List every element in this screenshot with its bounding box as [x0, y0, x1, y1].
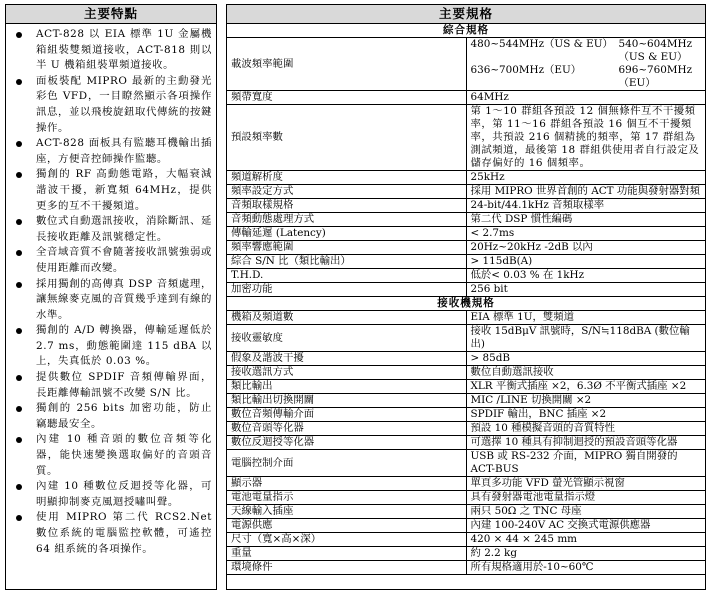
- feature-item: ACT-828 面板具有監聽耳機輸出插座，方便音控師操作監聽。: [10, 136, 212, 167]
- table-row: [227, 505, 705, 519]
- table-row: [227, 394, 705, 408]
- spec-value: 接收 15dBμV 訊號時，S/N≒118dBA (數位輸出): [466, 325, 705, 352]
- spec-label: 電源供應: [227, 519, 466, 533]
- spec-label: 接收選訊方式: [227, 366, 466, 380]
- features-list: [6, 24, 216, 557]
- spec-value: 24-bit/44.1kHz 音頻取樣率: [466, 199, 705, 213]
- spec-value: 具有發射器電池電量指示燈: [466, 491, 705, 505]
- feature-item: 面板裝配 MIPRO 最新的主動發光彩色 VFD，一目瞭然顯示各項操作訊息，並以飛梭旋鈕取代傳統的按鍵操作。: [10, 74, 212, 136]
- table-row: [227, 171, 705, 185]
- spec-label: T.H.D.: [227, 269, 466, 283]
- spec-value: 數位自動選訊接收: [466, 366, 705, 380]
- spec-value: 可選擇 10 種具有抑制迴授的預設音頭等化器: [466, 436, 705, 450]
- table-row: [227, 519, 705, 533]
- feature-item: 全音域音質不會隨著接收訊號強弱或使用距離而改變。: [10, 245, 212, 276]
- spec-label: 環境條件: [227, 561, 466, 575]
- receiver-specs-heading: 接收機規格: [227, 297, 705, 311]
- spec-label: 天線輸入插座: [227, 505, 466, 519]
- freq-range-a: 480~544MHz（US & EU）: [470, 38, 613, 50]
- feature-item: 內建 10 種數位反迴授等化器，可明顯抑制麥克風迴授嘯叫聲。: [10, 479, 212, 510]
- bullet-icon: [16, 141, 22, 147]
- spec-value: 256 bit: [466, 283, 705, 297]
- spec-value: 兩只 50Ω 之 TNC 母座: [466, 505, 705, 519]
- spec-label: 電池電量指示: [227, 491, 466, 505]
- bullet-icon: [16, 328, 22, 334]
- specs-table: [227, 24, 705, 575]
- spec-value: 25kHz: [466, 171, 705, 185]
- spec-label: 載波頻率範圍: [227, 38, 466, 91]
- spec-label: 頻率響應範圍: [227, 241, 466, 255]
- table-row: [227, 199, 705, 213]
- table-row: [227, 366, 705, 380]
- freq-range-d: 696~760MHz（EU）: [618, 64, 693, 89]
- table-row: [227, 283, 705, 297]
- table-row: [227, 491, 705, 505]
- spec-value: 第 1～10 群組各預設 12 個無條件互不干擾頻率，第 11～16 群組各預設 16 個互不干擾頻率，共預設 216 個精挑的頻率，第 17 群組為測試頻道，最後第 18 群組供使用者自行設定及儲存偏好的 16 個頻率。: [466, 105, 705, 171]
- spec-value: 低於< 0.03 % 在 1kHz: [466, 269, 705, 283]
- bullet-icon: [16, 282, 22, 288]
- table-row: [227, 352, 705, 366]
- spec-label: 電腦控制介面: [227, 450, 466, 477]
- spec-label: 頻道解析度: [227, 171, 466, 185]
- bullet-icon: [16, 79, 22, 85]
- spec-label: 頻率設定方式: [227, 185, 466, 199]
- spec-value: 預設 10 種模擬音頭的音質特性: [466, 422, 705, 436]
- spec-label: 假象及諧波干擾: [227, 352, 466, 366]
- feature-item: 使用 MIPRO 第二代 RCS2.Net 數位系統的電腦監控軟體，可遙控 64 組系統的各項操作。: [10, 510, 212, 557]
- bullet-icon: [16, 406, 22, 412]
- table-row: [227, 408, 705, 422]
- spec-value: 64MHz: [466, 91, 705, 105]
- table-row: [227, 91, 705, 105]
- spec-label: 預設頻率數: [227, 105, 466, 171]
- spec-value: 內建 100-240V AC 交換式電源供應器: [466, 519, 705, 533]
- bullet-icon: [16, 375, 22, 381]
- feature-item: 獨創的 RF 高動態電路，大幅衰減諧波干擾，新寬頻 64MHz，提供更多的互不干擾頻道。: [10, 167, 212, 214]
- spec-label: 類比輸出切換開關: [227, 394, 466, 408]
- bullet-icon: [16, 484, 22, 490]
- features-title: 主要特點: [6, 5, 216, 24]
- table-row: [227, 325, 705, 352]
- feature-item: 數位式自動選訊接收，消除斷訊、延長接收距離及訊號穩定性。: [10, 214, 212, 245]
- spec-value: USB 或 RS-232 介面，MIPRO 獨自開發的 ACT-BUS: [466, 450, 705, 477]
- spec-label: 尺寸（寬×高×深）: [227, 533, 466, 547]
- spec-label: 加密功能: [227, 283, 466, 297]
- spec-value: XLR 平衡式插座 ×2，6.3Ø 不平衡式插座 ×2: [466, 380, 705, 394]
- bullet-icon: [16, 250, 22, 256]
- table-row: [227, 24, 705, 38]
- specs-panel: [226, 4, 706, 590]
- table-row: [227, 213, 705, 227]
- spec-label: 機箱及頻道數: [227, 311, 466, 325]
- table-row: [227, 533, 705, 547]
- feature-item: 獨創的 256 bits 加密功能，防止竊聽最安全。: [10, 401, 212, 432]
- specs-title: 主要規格: [227, 5, 705, 24]
- spec-value: 所有規格適用於-10~60℃: [466, 561, 705, 575]
- table-row: [227, 185, 705, 199]
- freq-range-b: 540~604MHz（US & EU）: [618, 38, 693, 63]
- spec-value: EIA 標準 1U，雙頻道: [466, 311, 705, 325]
- spec-label: 顯示器: [227, 477, 466, 491]
- spec-label: 傳輸延遲 (Latency): [227, 227, 466, 241]
- table-row: [227, 450, 705, 477]
- spec-label: 綜合 S/N 比（類比輸出）: [227, 255, 466, 269]
- table-row: [227, 311, 705, 325]
- table-row: [227, 547, 705, 561]
- table-row: [227, 422, 705, 436]
- feature-item: ACT-828 以 EIA 標準 1U 金屬機箱組裝雙頻道接收，ACT-818 則以半 U 機箱組裝單頻道接收。: [10, 27, 212, 74]
- bullet-icon: [16, 32, 22, 38]
- table-row: [227, 269, 705, 283]
- spec-value: 420 × 44 × 245 mm: [466, 533, 705, 547]
- spec-value: MIC /LINE 切換開關 ×2: [466, 394, 705, 408]
- table-row: [227, 436, 705, 450]
- spec-label: 音頻取樣規格: [227, 199, 466, 213]
- spec-value: 20Hz~20kHz -2dB 以內: [466, 241, 705, 255]
- table-row: [227, 255, 705, 269]
- bullet-icon: [16, 437, 22, 443]
- table-row: [227, 241, 705, 255]
- spec-value: > 85dB: [466, 352, 705, 366]
- bullet-icon: [16, 219, 22, 225]
- spec-label: 數位音頭等化器: [227, 422, 466, 436]
- table-row: [227, 227, 705, 241]
- feature-item: 採用獨創的高傳真 DSP 音頻處理，讓無線麥克風的音質幾乎達到有線的水準。: [10, 277, 212, 324]
- spec-value: < 2.7ms: [466, 227, 705, 241]
- spec-value: 第二代 DSP 慣性編碼: [466, 213, 705, 227]
- table-row: [227, 38, 705, 91]
- feature-item: 獨創的 A/D 轉換器，傳輸延遲低於 2.7 ms，動態範圍達 115 dBA 以上，失真低於 0.03 %。: [10, 323, 212, 370]
- spec-label: 數位反迴授等化器: [227, 436, 466, 450]
- spec-label: 數位音頻傳輸介面: [227, 408, 466, 422]
- spec-value: 單頁多功能 VFD 螢光管顯示視窗: [466, 477, 705, 491]
- table-row: [227, 561, 705, 575]
- bullet-icon: [16, 172, 22, 178]
- features-panel: [5, 4, 217, 590]
- feature-item: 內建 10 種音頭的數位音頻等化器，能快速變換選取偏好的音頭音質。: [10, 432, 212, 479]
- spec-value: 採用 MIPRO 世界首創的 ACT 功能與發射器對頻: [466, 185, 705, 199]
- spec-label: 接收靈敏度: [227, 325, 466, 352]
- spec-label: 頻帶寬度: [227, 91, 466, 105]
- table-row: [227, 105, 705, 171]
- spec-label: 類比輸出: [227, 380, 466, 394]
- table-row: [227, 380, 705, 394]
- feature-item: 提供數位 SPDIF 音頻傳輸界面，長距離傳輸訊號不改變 S/N 比。: [10, 370, 212, 401]
- spec-value: [466, 38, 705, 91]
- spec-value: > 115dB(A): [466, 255, 705, 269]
- spec-value: SPDIF 輸出，BNC 插座 ×2: [466, 408, 705, 422]
- spec-value: 約 2.2 kg: [466, 547, 705, 561]
- table-row: [227, 477, 705, 491]
- spec-label: 音頻動態處理方式: [227, 213, 466, 227]
- general-specs-heading: 綜合規格: [227, 24, 705, 38]
- bullet-icon: [16, 515, 22, 521]
- freq-range-grid: [471, 38, 702, 90]
- table-row: [227, 297, 705, 311]
- spec-label: 重量: [227, 547, 466, 561]
- freq-range-c: 636~700MHz（EU）: [470, 64, 582, 76]
